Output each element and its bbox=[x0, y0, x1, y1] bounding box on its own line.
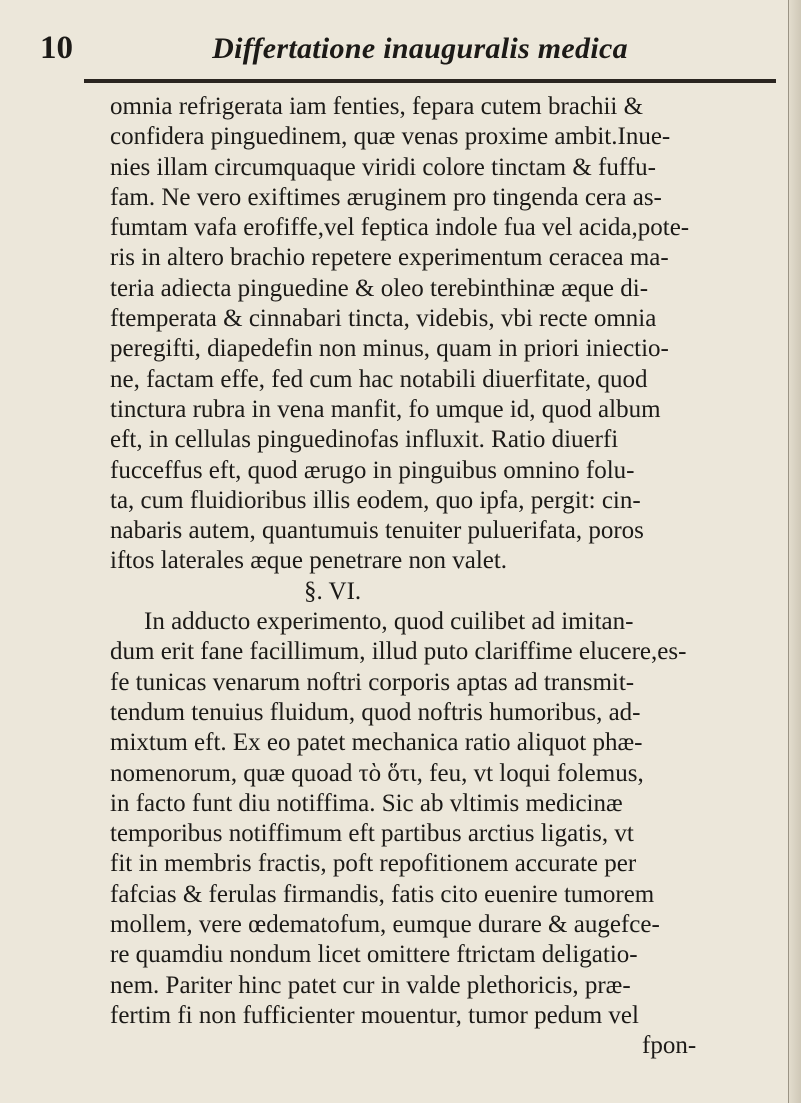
text-line: dum erit fane facillimum, illud puto clariffime elucere,es- bbox=[110, 638, 687, 666]
text-line: fam. Ne vero exiftimes æruginem pro tingenda cera as- bbox=[110, 183, 662, 211]
text-line: fafcias & ferulas firmandis, fatis cito euenire tumorem bbox=[110, 880, 655, 908]
text-line: fe tunicas venarum noftri corporis aptas ad transmit- bbox=[110, 668, 635, 696]
running-title: Differtatione inauguralis medica bbox=[212, 32, 628, 65]
text-line: nem. Pariter hinc patet cur in valde plethoricis, præ- bbox=[110, 971, 631, 999]
page-header bbox=[40, 14, 780, 84]
text-line: eft, in cellulas pinguedinofas influxit. Ratio diuerfi bbox=[110, 426, 619, 454]
text-line: ta, cum fluidioribus illis eodem, quo ipfa, pergit: cin- bbox=[110, 486, 641, 514]
text-line: iftos laterales æque penetrare non valet. bbox=[110, 547, 508, 575]
text-line: fumtam vafa erofiffe,vel feptica indole fua vel acida,pote- bbox=[110, 214, 690, 242]
text-line: confidera pinguedinem, quæ venas proxime ambit.Inue- bbox=[110, 123, 671, 151]
text-line: nies illam circumquaque viridi colore tinctam & fuffu- bbox=[110, 153, 656, 181]
text-line: ris in altero brachio repetere experimentum ceracea ma- bbox=[110, 244, 669, 272]
text-line: tinctura rubra in vena manfit, fo umque id, quod album bbox=[110, 395, 661, 423]
text-line: mollem, vere œdematofum, eumque durare & augefce- bbox=[110, 911, 660, 939]
text-line: nomenorum, quæ quoad τὸ ὅτι, feu, vt loqui folemus, bbox=[110, 759, 644, 787]
text-line: temporibus notiffimum eft partibus arctius ligatis, vt bbox=[110, 820, 634, 848]
text-line: ftemperata & cinnabari tincta, videbis, vbi recte omnia bbox=[110, 305, 657, 333]
text-line: fit in membris fractis, poft repofitionem accurate per bbox=[110, 850, 637, 878]
header-rule bbox=[84, 79, 776, 83]
text-line: omnia refrigerata iam fenties, fepara cutem brachii & bbox=[110, 93, 644, 120]
page-number: 10 bbox=[40, 30, 73, 66]
text-line: tendum tenuius fluidum, quod noftris humoribus, ad- bbox=[110, 698, 641, 726]
text-line: fertim fi non fufficienter mouentur, tumor pedum vel bbox=[110, 1001, 639, 1029]
text-line: ne, factam effe, fed cum hac notabili diuerfitate, quod bbox=[110, 365, 648, 393]
text-line: in facto funt diu notiffima. Sic ab vltimis medicinæ bbox=[110, 789, 623, 817]
text-line: mixtum eft. Ex eo patet mechanica ratio aliquot phæ- bbox=[110, 729, 643, 757]
text-line: peregifti, diapedefin non minus, quam in priori iniectio- bbox=[110, 335, 669, 363]
text-line: In adducto experimento, quod cuilibet ad imitan- bbox=[144, 608, 634, 636]
text-line: re quamdiu nondum licet omittere ftrictam deligatio- bbox=[110, 941, 638, 969]
text-line: fucceffus eft, quod ærugo in pinguibus omnino folu- bbox=[110, 456, 635, 484]
section-heading: §. VI. bbox=[304, 577, 362, 605]
catchword: fpon- bbox=[642, 1032, 697, 1060]
text-line: nabaris autem, quantumuis tenuiter puluerifata, poros bbox=[110, 517, 644, 545]
text-line: teria adiecta pinguedine & oleo terebinthinæ æque di- bbox=[110, 274, 649, 302]
body-text bbox=[110, 92, 800, 1062]
